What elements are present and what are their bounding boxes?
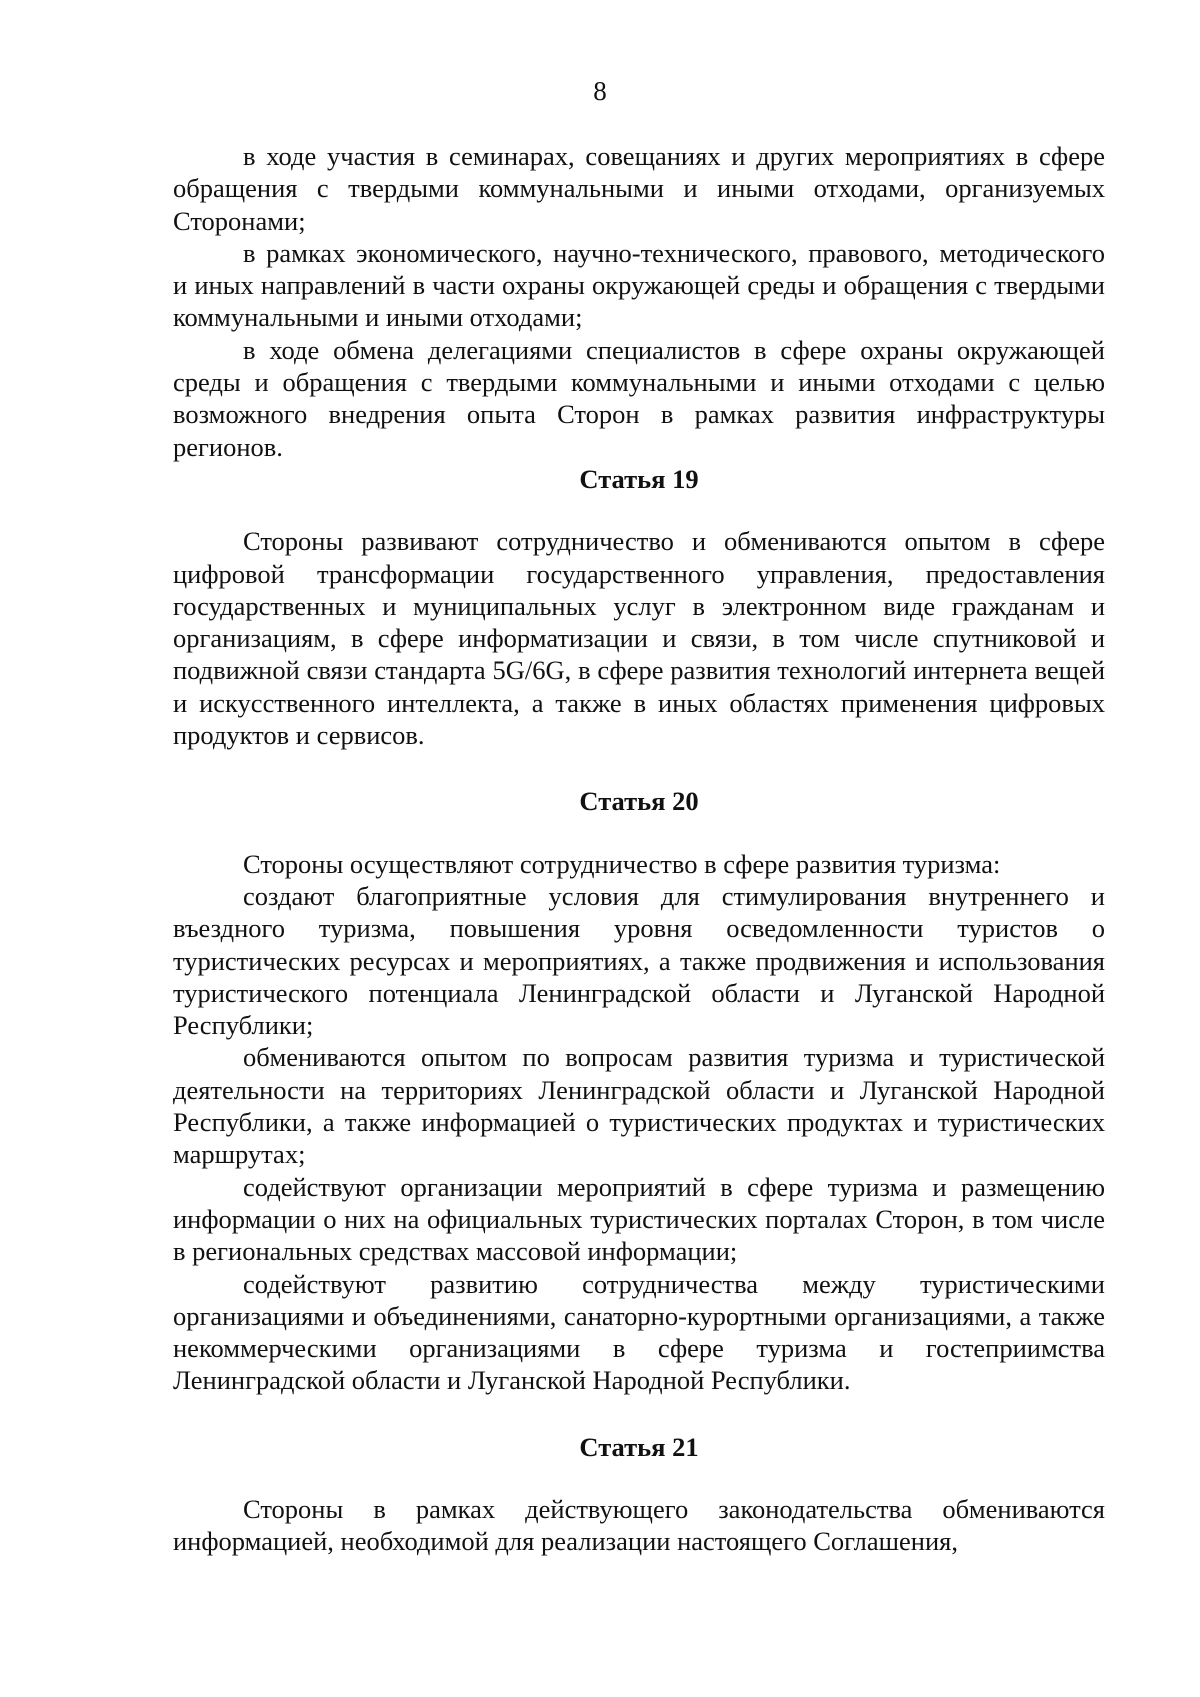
paragraph: в рамках экономического, научно-технического, правового, методического и иных направлений в части охраны окружающей среды и обращения с твердыми коммунальными и иными отходами; (173, 237, 1105, 333)
article-19-heading: Статья 19 (579, 463, 699, 494)
paragraph: содействуют организации мероприятий в сфере туризма и размещению информации о них на официальных туристических порталах Сторон, в том числе в региональных средствах массовой информации; (173, 1171, 1105, 1267)
paragraph: Стороны развивают сотрудничество и обмениваются опытом в сфере цифровой трансформации государственного управления, предоставления государственных и муниципальных услуг в электронном виде гражданам и организациям, в сфере информатизации и связи, в том числе спутниковой и подвижной связи стандарта 5G/6G, в сфере развития технологий интернета вещей и искусственного интеллекта, а также в иных областях применения цифровых продуктов и сервисов. (173, 526, 1105, 751)
paragraph: Стороны осуществляют сотрудничество в сфере развития туризма: (243, 848, 1001, 879)
document-body (173, 140, 1105, 1558)
paragraph: содействуют развитию сотрудничества между туристическими организациями и объединениями, санаторно-курортными организациями, а также некоммерческими организациями в сфере туризма и гостеприимства Ленинградской области и Луганской Народной Республики. (173, 1268, 1105, 1396)
paragraph: в ходе обмена делегациями специалистов в сфере охраны окружающей среды и обращения с твердыми коммунальными и иными отходами с целью возможного внедрения опыта Сторон в рамках развития инфраструктуры регионов. (173, 334, 1105, 462)
paragraph: в ходе участия в семинарах, совещаниях и других мероприятиях в сфере обращения с твердыми коммунальными и иными отходами, организуемых Сторонами; (173, 141, 1105, 236)
article-21-heading: Статья 21 (579, 1431, 699, 1462)
paragraph: обмениваются опытом по вопросам развития туризма и туристической деятельности на территориях Ленинградской области и Луганской Народной Республики, а также информацией о туристических продуктах и туристических маршрутах; (173, 1042, 1105, 1170)
article-20-heading: Статья 20 (579, 786, 699, 817)
page-number: 8 (593, 76, 607, 106)
paragraph: создают благоприятные условия для стимулирования внутреннего и въездного туризма, повышения уровня осведомленности туристов о туристических ресурсах и мероприятиях, а также продвижения и использования туристического потенциала Ленинградской области и Луганской Народной Республики; (173, 880, 1105, 1041)
paragraph: Стороны в рамках действующего законодательства обмениваются информацией, необходимой для реализации настоящего Соглашения, (173, 1493, 1105, 1557)
